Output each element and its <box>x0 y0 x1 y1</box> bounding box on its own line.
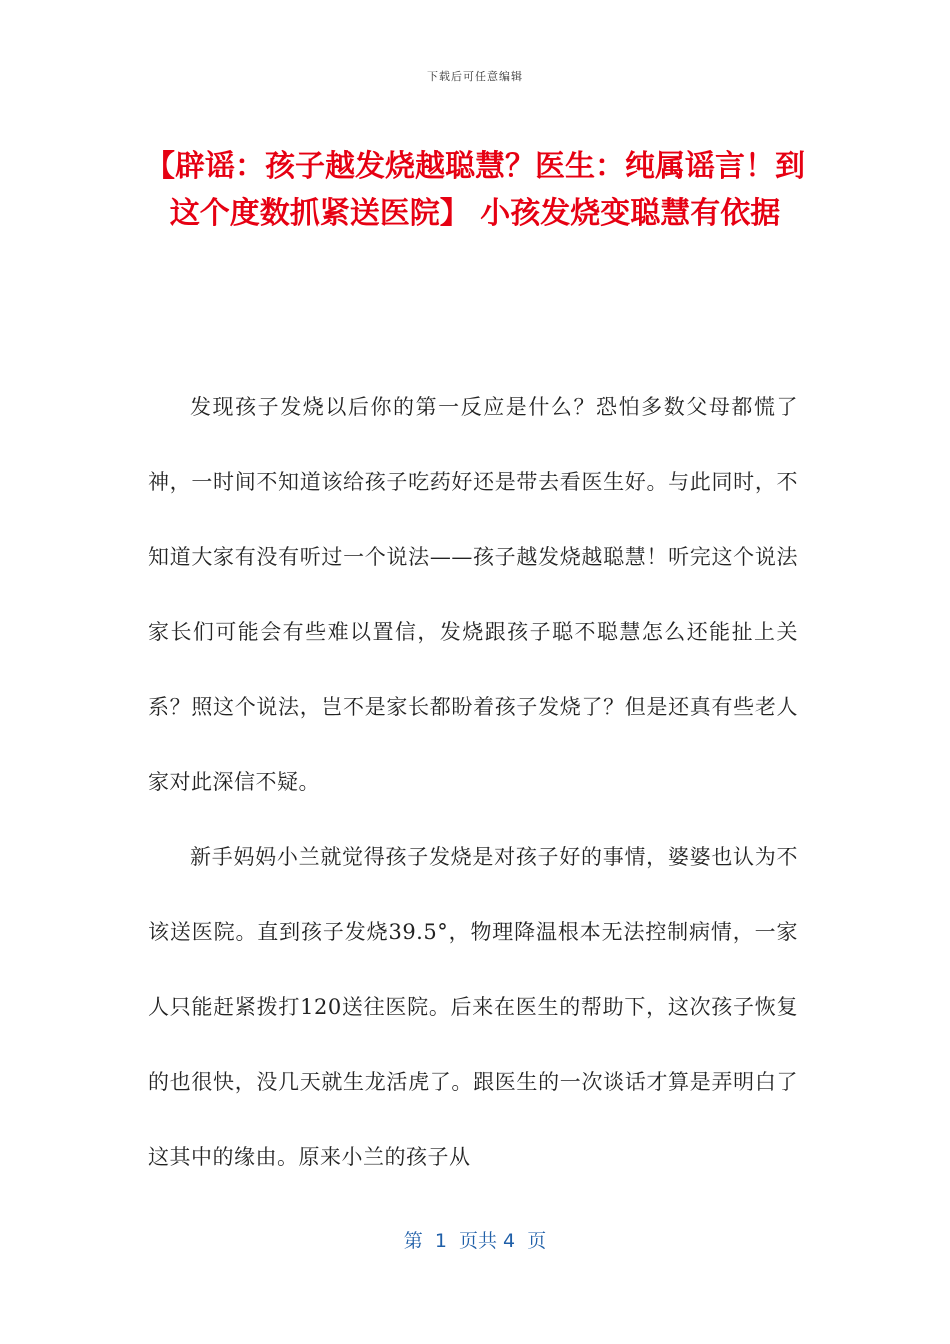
header-note: 下载后可任意编辑 <box>427 70 523 83</box>
paragraph: 新手妈妈小兰就觉得孩子发烧是对孩子好的事情，婆婆也认为不该送医院。直到孩子发烧39.5°，物理降温根本无法控制病情，一家人只能赶紧拨打120送往医院。后来在医生的帮助下，这次孩子恢复的也很快，没几天就生龙活虎了。跟医生的一次谈话才算是弄明白了这其中的缘由。原来小兰的孩子从 <box>148 845 798 1169</box>
document-title: 【辟谣：孩子越发烧越聪慧？医生：纯属谣言！到这个度数抓紧送医院】 小孩发烧变聪慧有依据 <box>145 149 805 231</box>
paragraph: 发现孩子发烧以后你的第一反应是什么？恐怕多数父母都慌了神，一时间不知道该给孩子吃药好还是带去看医生好。与此同时，不知道大家有没有听过一个说法——孩子越发烧越聪慧！听完这个说法家长们可能会有些难以置信，发烧跟孩子聪不聪慧怎么还能扯上关系？照这个说法，岂不是家长都盼着孩子发烧了？但是还真有些老人家对此深信不疑。 <box>148 395 798 794</box>
page-number: 第 1 页共 4 页 <box>403 1230 547 1252</box>
document-body <box>148 370 798 1195</box>
